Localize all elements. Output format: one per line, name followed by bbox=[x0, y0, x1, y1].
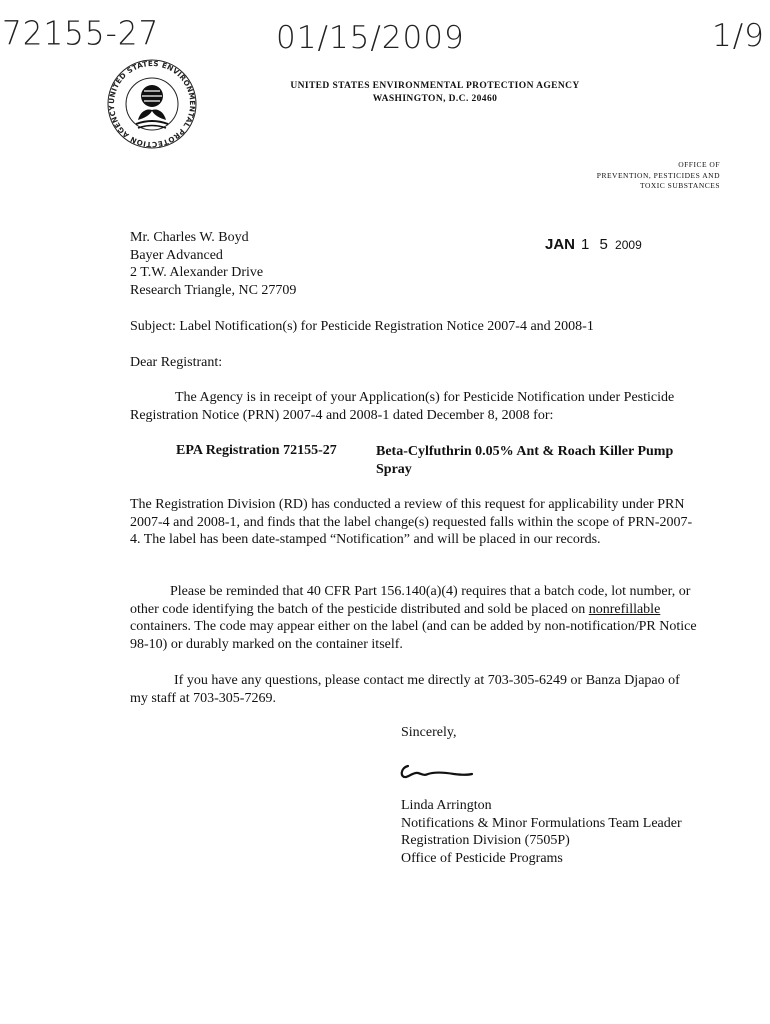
paragraph-contact: If you have any questions, please contact me directly at 703-305-6249 or Banza Djapao of my staff at 703-305-7269. bbox=[130, 673, 680, 706]
office-line-1: OFFICE OF bbox=[678, 160, 720, 169]
salutation: Dear Registrant: bbox=[130, 355, 223, 370]
epa-seal-logo bbox=[106, 58, 198, 150]
office-block bbox=[520, 160, 720, 192]
para3-after: containers. The code may appear either on the label (and can be added by non-notification/PR Notice 98-10) or durably marked on the container itself. bbox=[130, 619, 697, 652]
seal-lettering: UNITED STATES ENVIRONMENTAL PROTECTION AGENCY bbox=[106, 58, 198, 150]
handwritten-signature bbox=[398, 758, 478, 788]
letterhead bbox=[250, 80, 620, 106]
office-line-3: TOXIC SUBSTANCES bbox=[640, 181, 720, 190]
date-stamp bbox=[545, 236, 642, 253]
signer-name: Linda Arrington bbox=[401, 798, 492, 813]
subject-line: Subject: Label Notification(s) for Pesticide Registration Notice 2007-4 and 2008-1 bbox=[130, 319, 594, 334]
paragraph-review: The Registration Division (RD) has conducted a review of this request for applicability under PRN 2007-4 and 2008-1, and finds that the label change(s) requested falls within the scope of PRN-2007-4. The label has been date-stamped “Notification” and will be placed in our records. bbox=[130, 497, 693, 547]
recipient-street: 2 T.W. Alexander Drive bbox=[130, 265, 264, 280]
recipient-city: Research Triangle, NC 27709 bbox=[130, 282, 297, 298]
recipient-name: Mr. Charles W. Boyd bbox=[130, 230, 249, 245]
handwritten-page-count: 1/9 bbox=[712, 18, 765, 54]
signer-division: Registration Division (7505P) bbox=[401, 833, 570, 848]
recipient-address bbox=[130, 229, 296, 299]
date-year: 2009 bbox=[615, 238, 642, 252]
handwritten-registration-number: 72155-27 bbox=[2, 15, 160, 53]
date-month: JAN bbox=[545, 236, 576, 253]
registration-number: EPA Registration 72155-27 bbox=[176, 443, 337, 458]
handwritten-date: 01/15/2009 bbox=[276, 20, 465, 56]
recipient-company: Bayer Advanced bbox=[130, 247, 223, 263]
agency-name: UNITED STATES ENVIRONMENTAL PROTECTION AGENCY bbox=[290, 81, 580, 91]
para3-before: Please be reminded that 40 CFR Part 156.140(a)(4) requires that a batch code, lot number, or other code identifying the batch of the pesticide distributed and sold be placed on bbox=[130, 584, 691, 617]
paragraph-receipt: The Agency is in receipt of your Application(s) for Pesticide Notification under Pesticide Registration Notice (PRN) 2007-4 and 2008-1 dated December 8, 2008 for: bbox=[130, 390, 675, 423]
para3-underlined: nonrefillable bbox=[588, 601, 661, 617]
date-day: 1 5 bbox=[581, 236, 611, 253]
office-line-2: PREVENTION, PESTICIDES AND bbox=[596, 170, 720, 180]
signer-title: Notifications & Minor Formulations Team Leader bbox=[401, 815, 682, 831]
signer-office: Office of Pesticide Programs bbox=[401, 850, 563, 866]
product-name: Beta-Cylfuthrin 0.05% Ant & Roach Killer Pump Spray bbox=[376, 444, 674, 477]
agency-city: WASHINGTON, D.C. 20460 bbox=[372, 94, 498, 104]
closing: Sincerely, bbox=[401, 725, 457, 740]
signer-block bbox=[401, 797, 682, 867]
paragraph-batch-code bbox=[130, 583, 700, 653]
